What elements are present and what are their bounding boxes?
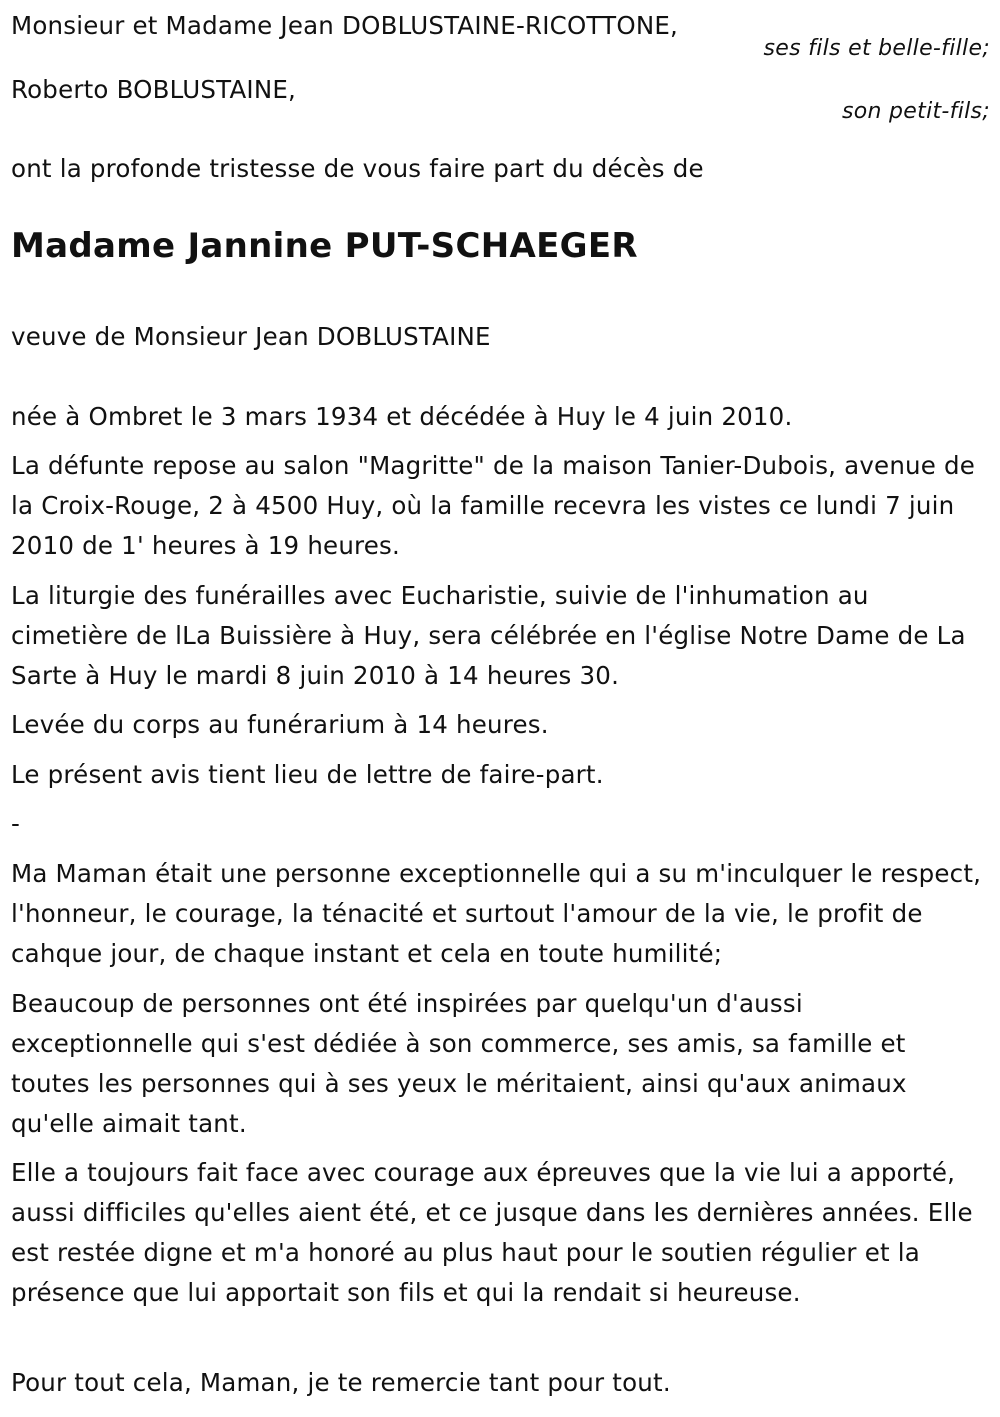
family-line-2-role: son petit-fils;: [841, 99, 990, 124]
birth-death-paragraph: née à Ombret le 3 mars 1934 et décédée à Huy le 4 juin 2010.: [11, 402, 793, 431]
closing-paragraph: Pour tout cela, Maman, je te remercie tant pour tout.: [11, 1368, 671, 1397]
announcement-text: ont la profonde tristesse de vous faire part du décès de: [11, 154, 704, 183]
tribute-paragraph-3: Elle a toujours fait face avec courage aux épreuves que la vie lui a apporté, aussi difficiles qu'elles aient été, et ce jusque dans les dernières années. Elle est restée digne et m'a honoré au plus haut pour le soutien régulier et la présence que lui apportait son fils et qui la rendait si heureuse.: [11, 1158, 973, 1307]
levee-paragraph: Levée du corps au funérarium à 14 heures.: [11, 710, 549, 739]
family-line-1-role: ses fils et belle-fille;: [763, 36, 990, 61]
rest-location-paragraph: La défunte repose au salon "Magritte" de la maison Tanier-Dubois, avenue de la Croix-Rouge, 2 à 4500 Huy, où la famille recevra les vistes ce lundi 7 juin 2010 de 1' heures à 19 heures.: [11, 451, 976, 560]
deceased-name: Madame Jannine PUT-SCHAEGER: [11, 226, 638, 266]
tribute-paragraph-2: Beaucoup de personnes ont été inspirées par quelqu'un d'aussi exceptionnelle qui s'est dédiée à son commerce, ses amis, sa famille et toutes les personnes qui à ses yeux le méritaient, ainsi qu'aux animaux qu'elle aimait tant.: [11, 989, 907, 1138]
tribute-paragraph-1: Ma Maman était une personne exceptionnelle qui a su m'inculquer le respect, l'honneur, le courage, la ténacité et surtout l'amour de la vie, le profit de cahque jour, de chaque instant et cela en toute humilité;: [11, 859, 982, 968]
family-line-2-name: Roberto BOBLUSTAINE,: [11, 75, 297, 104]
separator-dash: -: [11, 809, 21, 838]
liturgy-paragraph: La liturgie des funérailles avec Eucharistie, suivie de l'inhumation au cimetière de lLa Buissière à Huy, sera célébrée en l'église Notre Dame de La Sarte à Huy le mardi 8 juin 2010 à 14 heures 30.: [11, 581, 966, 690]
family-line-1-name: Monsieur et Madame Jean DOBLUSTAINE-RICOTTONE,: [11, 11, 679, 40]
notice-paragraph: Le présent avis tient lieu de lettre de faire-part.: [11, 760, 604, 789]
widow-of-text: veuve de Monsieur Jean DOBLUSTAINE: [11, 322, 491, 351]
